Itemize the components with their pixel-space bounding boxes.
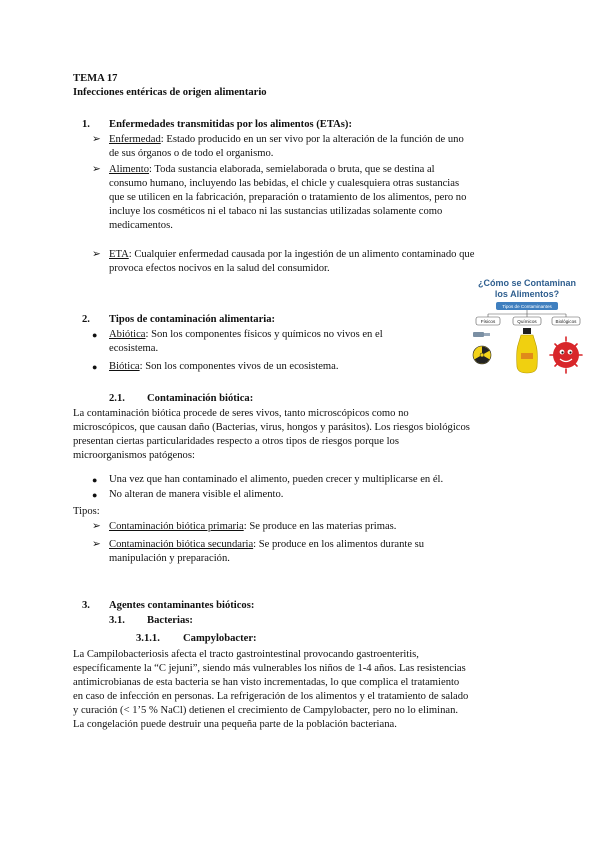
section-2-1-title: Contaminación biótica:	[147, 393, 254, 404]
definition-text: provoca efectos nocivos en la salud del consumidor.	[109, 263, 330, 274]
paragraph-line: La Campilobacteriosis afecta el tracto gastrointestinal provocando gastroenteritis,	[73, 649, 419, 660]
tipos-label: Tipos:	[73, 506, 100, 517]
definition-text: incluye los cosméticos ni el tabaco ni las sustancias utilizadas solamente como	[109, 206, 443, 217]
category-biologicos: Biológicos	[555, 319, 577, 324]
definition-biotica	[109, 360, 339, 374]
section-3-1-1-title: Campylobacter:	[183, 633, 257, 644]
definition-abiotica	[109, 328, 383, 342]
document-subtitle: Infecciones entéricas de origen alimentario	[73, 87, 267, 98]
definition-eta	[109, 248, 474, 262]
term: Abiótica	[109, 329, 146, 340]
figure-title-line-2: los Alimentos?	[494, 289, 560, 299]
definition-text: : Son los componentes vivos de un ecosistema.	[139, 361, 339, 372]
section-2-number: 2.	[82, 314, 90, 325]
paragraph-line: antimicrobianas de esta bacteria se han visto incrementadas, lo que complica el tratamiento	[73, 677, 460, 688]
section-3-number: 3.	[82, 600, 90, 611]
arrow-bullet-icon: ➢	[92, 134, 101, 145]
germ-icon	[550, 337, 582, 373]
arrow-bullet-icon: ➢	[92, 249, 101, 260]
category-fisicos: Físicos	[480, 319, 496, 324]
section-1-title: Enfermedades transmitidas por los alimentos (ETAs):	[109, 119, 352, 130]
dot-bullet-icon: ●	[92, 330, 98, 340]
definition-text: : Estado producido en un ser vivo por la alteración de la función de uno	[160, 134, 464, 145]
paragraph-line: La contaminación biótica procede de seres vivos, tanto microscópicos como no	[73, 408, 409, 419]
paragraph-line: La congelación puede destruir una pequeña parte de la población bacteriana.	[73, 719, 397, 730]
term: Contaminación biótica secundaria	[109, 539, 254, 550]
radiation-icon	[473, 346, 491, 364]
definition-text: de sus órganos o de todo el organismo.	[109, 148, 274, 159]
definition-text: ecosistema.	[109, 343, 159, 354]
section-1-number: 1.	[82, 119, 90, 130]
paragraph-line: en caso de infección en personas. La refrigeración de los alimentos y el tratamiento de salado	[73, 691, 469, 702]
section-3-1-1-number: 3.1.1.	[136, 633, 160, 644]
paragraph-line: específicamente la “C jejuni”, siendo más vulnerables los niños de 1-4 años. Las resistencias	[73, 663, 466, 674]
definition-text: : Se produce en los alimentos durante su	[253, 539, 425, 550]
term: Biótica	[109, 361, 140, 372]
screw-icon	[473, 332, 490, 337]
arrow-bullet-icon: ➢	[92, 164, 101, 175]
dot-bullet-icon: ●	[92, 475, 98, 485]
term: ETA	[109, 249, 129, 260]
definition-enfermedad	[109, 133, 464, 147]
definition-text: : Se produce en las materias primas.	[243, 521, 397, 532]
tema-heading: TEMA 17	[73, 73, 118, 84]
figure-title-line-1: ¿Cómo se Contaminan	[477, 278, 577, 288]
term: Alimento	[109, 164, 150, 175]
definition-text: medicamentos.	[109, 220, 173, 231]
paragraph-line: presentan ciertas particularidades respecto a otros tipos de riesgos porque los	[73, 436, 399, 447]
arrow-bullet-icon: ➢	[92, 539, 101, 550]
list-item: Una vez que han contaminado el alimento, pueden crecer y multiplicarse en él.	[109, 474, 444, 485]
figure-banner-label: Tipos de Contaminantes	[502, 304, 552, 309]
dot-bullet-icon: ●	[92, 362, 98, 372]
tipo-secundaria	[109, 538, 424, 552]
definition-text: manipulación y preparación.	[109, 553, 230, 564]
term: Enfermedad	[109, 134, 161, 145]
definition-text: : Son los componentes físicos y químicos no vivos en el	[145, 329, 383, 340]
section-2-title: Tipos de contaminación alimentaria:	[109, 314, 276, 325]
paragraph-line: y curación (< 1’5 % NaCl) detienen el crecimiento de Campylobacter, pero no lo eliminan.	[73, 705, 459, 716]
section-2-1-number: 2.1.	[109, 393, 125, 404]
section-3-1-number: 3.1.	[109, 615, 125, 626]
paragraph-line: microorganismos patógenos:	[73, 450, 195, 461]
definition-text: que se utilicen en la fabricación, preparación o tratamiento de los alimentos, pero no	[109, 192, 467, 203]
definition-text: : Toda sustancia elaborada, semielaborada o bruta, que se destina al	[149, 164, 435, 175]
tipo-primaria	[109, 520, 396, 534]
term: Contaminación biótica primaria	[109, 521, 244, 532]
definition-text: consumo humano, incluyendo las bebidas, el chicle y cualesquiera otras sustancias	[109, 178, 460, 189]
section-3-1-title: Bacterias:	[147, 615, 193, 626]
contamination-types-figure	[468, 275, 586, 387]
definition-text: : Cualquier enfermedad causada por la ingestión de un alimento contaminado que	[128, 249, 475, 260]
paragraph-line: microscópicos, que causan daño (Bacterias, virus, hongos y parásitos). Los riesgos biológicos	[73, 422, 470, 433]
section-3-title: Agentes contaminantes bióticos:	[109, 600, 255, 611]
chemical-bottle-icon	[517, 328, 538, 373]
list-item: No alteran de manera visible el alimento.	[109, 489, 284, 500]
arrow-bullet-icon: ➢	[92, 521, 101, 532]
definition-alimento	[109, 163, 435, 177]
category-quimicos: Químicos	[517, 319, 537, 324]
dot-bullet-icon: ●	[92, 490, 98, 500]
